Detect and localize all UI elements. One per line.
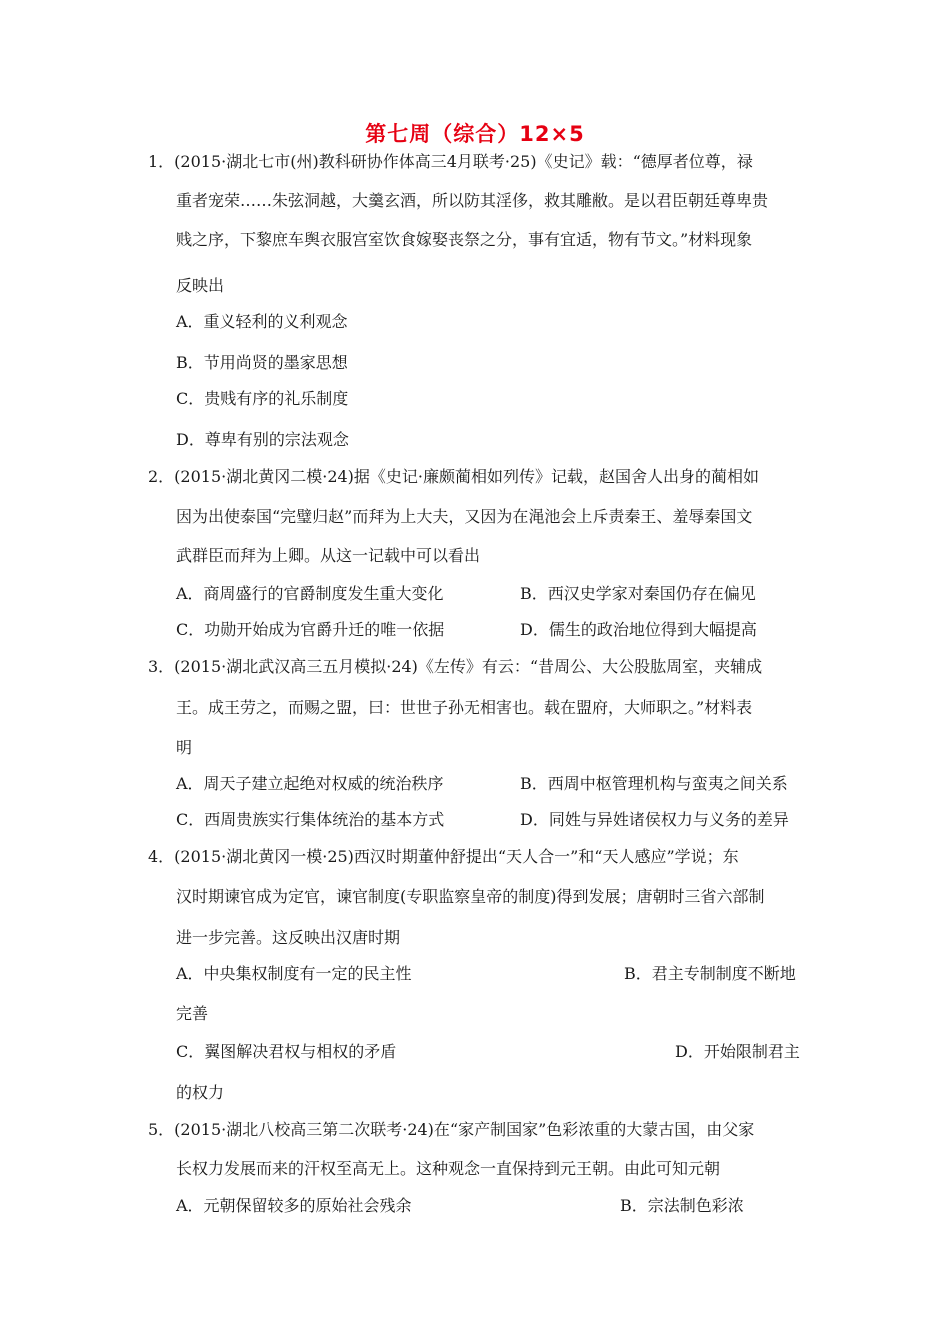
question-stem-line: 汉时期谏官成为定官，谏官制度(专职监察皇帝的制度)得到发展；唐朝时三省六部制	[176, 887, 765, 906]
option-d: D．尊卑有别的宗法观念	[176, 430, 349, 449]
question-stem-line: 反映出	[176, 276, 225, 295]
option-b: B．西汉史学家对秦国仍存在偏见	[520, 584, 756, 603]
option-d-continued: 的权力	[176, 1083, 225, 1102]
question-stem-line: 4．(2015·湖北黄冈一模·25)西汉时期董仲舒提出“天人合一”和“天人感应”学说；东	[148, 847, 739, 866]
question-stem-line: 5．(2015·湖北八校高三第二次联考·24)在“家产制国家”色彩浓重的大蒙古国，由父家	[148, 1120, 755, 1139]
question-stem-line: 武群臣而拜为上卿。从这一记载中可以看出	[176, 546, 481, 565]
question-stem-line: 贱之序，下黎庶车舆衣服宫室饮食嫁娶丧祭之分，事有宜适，物有节文。”材料现象	[176, 230, 753, 249]
option-a: A．中央集权制度有一定的民主性	[176, 964, 412, 983]
option-a: A．元朝保留较多的原始社会残余	[176, 1196, 412, 1215]
option-d: D．儒生的政治地位得到大幅提高	[520, 620, 757, 639]
option-c: C．西周贵族实行集体统治的基本方式	[176, 810, 445, 829]
option-a: A．商周盛行的官爵制度发生重大变化	[176, 584, 444, 603]
question-stem-line: 因为出使泰国“完璧归赵”而拜为上大夫，又因为在渑池会上斥责秦王、羞辱秦国文	[176, 507, 753, 526]
option-c: C．功勋开始成为官爵升迁的唯一依据	[176, 620, 445, 639]
option-b: B．西周中枢管理机构与蛮夷之间关系	[520, 774, 788, 793]
option-b-continued: 完善	[176, 1004, 209, 1023]
question-stem-line: 3．(2015·湖北武汉高三五月模拟·24)《左传》有云：“昔周公、大公股肱周室，夹辅成	[148, 657, 763, 676]
option-d: D．开始限制君主	[675, 1042, 800, 1061]
page-title: 第七周（综合）12×5	[365, 122, 585, 146]
question-stem-line: 进一步完善。这反映出汉唐时期	[176, 928, 401, 947]
option-b: B．宗法制色彩浓	[620, 1196, 744, 1215]
option-b: B．君主专制制度不断地	[624, 964, 796, 983]
question-stem-line: 明	[176, 738, 193, 757]
option-b: B．节用尚贤的墨家思想	[176, 353, 348, 372]
question-stem-line: 长权力发展而来的汗权至高无上。这种观念一直保持到元王朝。由此可知元朝	[176, 1159, 721, 1178]
option-a: A．重义轻利的义利观念	[176, 312, 348, 331]
question-stem-line: 2．(2015·湖北黄冈二模·24)据《史记·廉颇蔺相如列传》记载，赵国舍人出身的蔺相如	[148, 467, 760, 486]
option-a: A．周天子建立起绝对权威的统治秩序	[176, 774, 444, 793]
question-stem-line: 重者宠荣……朱弦洞越，大羹玄酒，所以防其淫侈，救其雕敝。是以君臣朝廷尊卑贵	[176, 191, 769, 210]
question-stem-line: 王。成王劳之，而赐之盟，曰：世世子孙无相害也。载在盟府，大师职之。”材料表	[176, 698, 753, 717]
option-c: C．贵贱有序的礼乐制度	[176, 389, 349, 408]
option-d: D．同姓与异姓诸侯权力与义务的差异	[520, 810, 789, 829]
question-stem-line: 1．(2015·湖北七市(州)教科研协作体高三4月联考·25)《史记》载：“德厚者位尊，禄	[148, 152, 753, 171]
option-c: C．翼图解决君权与相权的矛盾	[176, 1042, 397, 1061]
